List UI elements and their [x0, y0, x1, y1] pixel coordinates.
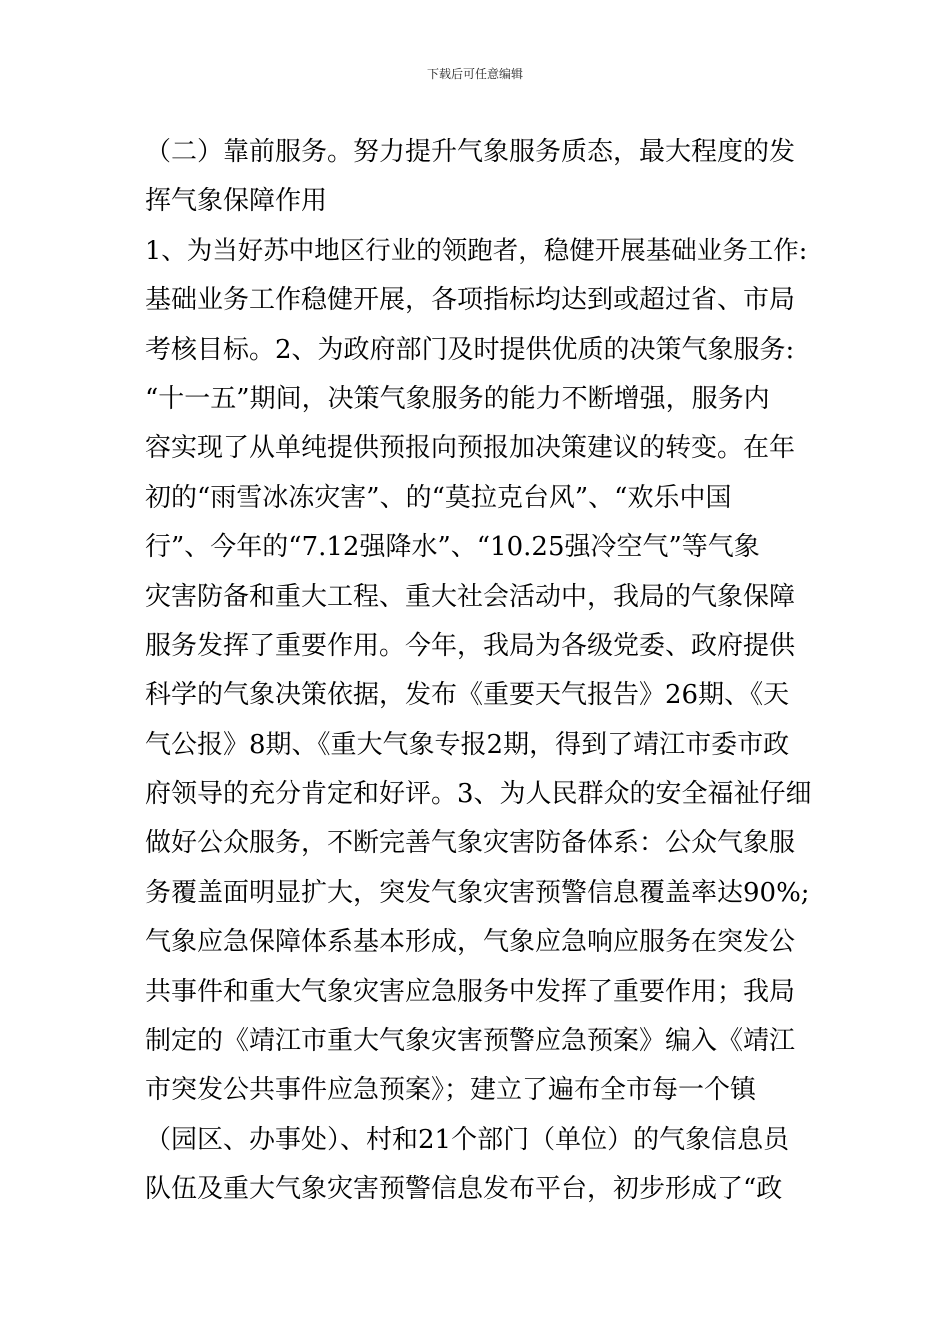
text-line: 科学的气象决策依据，发布《重要天气报告》26期、《天 [145, 680, 790, 711]
text-line: 容实现了从单纯提供预报向预报加决策建议的转变。在年 [145, 433, 796, 464]
page-header: 下载后可任意编辑 [426, 67, 523, 81]
text-line: （园区、办事处）、村和21个部门（单位）的气象信息员 [145, 1124, 790, 1155]
text-line: 做好公众服务，不断完善气象灾害防备体系：公众气象服 [145, 828, 796, 859]
text-line: 队伍及重大气象灾害预警信息发布平台，初步形成了“政 [145, 1174, 783, 1205]
text-line: 制定的《靖江市重大气象灾害预警应急预案》编入《靖江 [145, 1026, 796, 1057]
text-line: 1、为当好苏中地区行业的领跑者，稳健开展基础业务工作: [145, 235, 808, 266]
text-line: 基础业务工作稳健开展，各项指标均达到或超过省、市局 [145, 285, 796, 316]
text-line: 灾害防备和重大工程、重大社会活动中，我局的气象保障 [145, 581, 796, 612]
text-line: 市突发公共事件应急预案》；建立了遍布全市每一个镇 [145, 1075, 757, 1106]
text-line: 府领导的充分肯定和好评。3、为人民群众的安全福祉仔细 [145, 779, 812, 810]
text-line: “十一五”期间，决策气象服务的能力不断增强，服务内 [145, 383, 770, 414]
text-line: （二）靠前服务。努力提升气象服务质态，最大程度的发 [145, 137, 796, 167]
document-body [145, 128, 815, 1215]
text-line: 考核目标。2、为政府部门及时提供优质的决策气象服务: [145, 334, 795, 365]
text-line: 挥气象保障作用 [145, 186, 328, 217]
text-line: 气象应急保障体系基本形成，气象应急响应服务在突发公 [145, 927, 796, 958]
text-line: 初的“雨雪冰冻灾害”、的“莫拉克台风”、“欢乐中国 [145, 482, 732, 513]
text-line: 共事件和重大气象灾害应急服务中发挥了重要作用；我局 [145, 976, 796, 1007]
text-line: 服务发挥了重要作用。今年，我局为各级党委、政府提供 [145, 630, 796, 661]
text-line: 气公报》8期、《重大气象专报2期，得到了靖江市委市政 [145, 729, 790, 760]
text-line: 行”、今年的“7.12强降水”、“10.25强冷空气”等气象 [145, 532, 760, 563]
text-line: 务覆盖面明显扩大，突发气象灾害预警信息覆盖率达90%; [145, 877, 810, 908]
